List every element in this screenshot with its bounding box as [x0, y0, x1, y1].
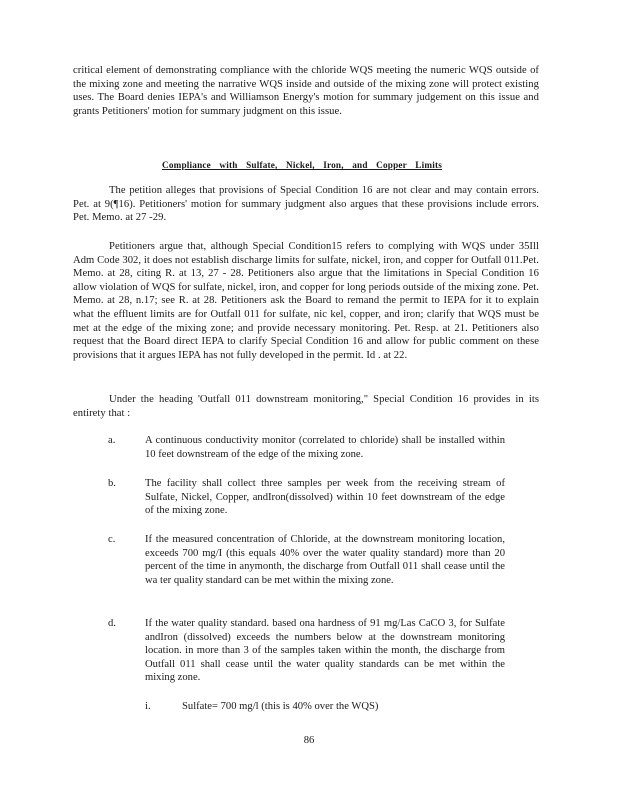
list-item-letter: a. — [108, 435, 116, 446]
paragraph-2: Petitioners argue that, although Special Condition15 refers to complying with WQS under 35Ill Adm Code 302, it does not establish discharge limits for sulfate, nickel, iron, and copper for Outfall 011.Pet. Memo. at 28, citing R. at 13, 27 - 28. Petitioners also argue that the limitations in Special Condition 16 allow violation of WQS for sulfate, nickel, iron, and copper for long periods outside of the mixing zone. Pet. Memo. at 28, n.17; see R. at 28. Petitioners ask the Board to remand the permit to IEPA for it to explain what the effluent limits are for Outfall 011 for sulfate, nic kel, copper, and iron; clarify that WQS must be met at the edge of the mixing zone; and provide necessary monitoring. Pet. Resp. at 21. Petitioners also request that the Board direct IEPA to clarify Special Condition 16 and allow for public comment on these provisions that it argues IEPA has not fully developed in the permit. Id . at 22. — [73, 241, 539, 361]
paragraph-3: Under the heading 'Outfall 011 downstream monitoring," Special Condition 16 provides in its entirety that : — [73, 394, 539, 419]
section-heading: Compliance with Sulfate, Nickel, Iron, and Copper Limits — [161, 160, 442, 170]
list-item-text: If the water quality standard. based ona hardness of 91 mg/Las CaCO 3, for Sulfate andIron (dissolved) exceeds the numbers below at the downstream monitoring location. in more than 3 of the samples taken within the month, the discharge from Outfall 011 shall cease until the water quality standards can be met within the mixing zone. — [145, 618, 505, 684]
list-item-letter: d. — [108, 618, 116, 629]
list-item-letter: c. — [108, 534, 116, 545]
list-item-letter: b. — [108, 478, 116, 489]
list-item-b — [108, 477, 539, 521]
list-item-text: If the measured concentration of Chloride, at the downstream monitoring location, exceeds 700 mg/I (this equals 40% over the water quality standard) more than 20 percent of the time in anymonth, the discharge from Outfall 011 shall cease until the wa ter quality standard can be met within the mixing zone. — [145, 534, 505, 586]
sub-list-item-i — [145, 700, 525, 714]
list-item-text: The facility shall collect three samples per week from the receiving stream of Sulfate, Nickel, Copper, andIron(dissolved) within 10 feet downstream of the edge of the mixing zone. — [145, 478, 505, 517]
list-item-c — [108, 533, 539, 603]
paragraph-top: critical element of demonstrating compliance with the chloride WQS meeting the numeric WQS outside of the mixing zone and meeting the narrative WQS inside and outside of the mixing zone will protect existing uses. The Board denies IEPA's and Williamson Energy's motion for summary judgement on this issue and grants Petitioners' motion for summary judgment on this issue. — [73, 65, 539, 117]
list-item-text: A continuous conductivity monitor (correlated to chloride) shall be installed within 10 feet downstream of the edge of the mixing zone. — [145, 435, 505, 460]
sub-list-item-text: Sulfate= 700 mg/l (this is 40% over the WQS) — [182, 701, 379, 712]
paragraph-1: The petition alleges that provisions of Special Condition 16 are not clear and may contain errors. Pet. at 9(¶16). Petitioners' motion for summary judgment also argues that these provisions include errors. Pet. Memo. at 27 -29. — [73, 185, 539, 224]
page-number: 86 — [303, 735, 315, 746]
list-item-d — [108, 617, 539, 687]
sub-list-item-numeral: i. — [145, 701, 151, 712]
list-item-a — [108, 434, 539, 464]
